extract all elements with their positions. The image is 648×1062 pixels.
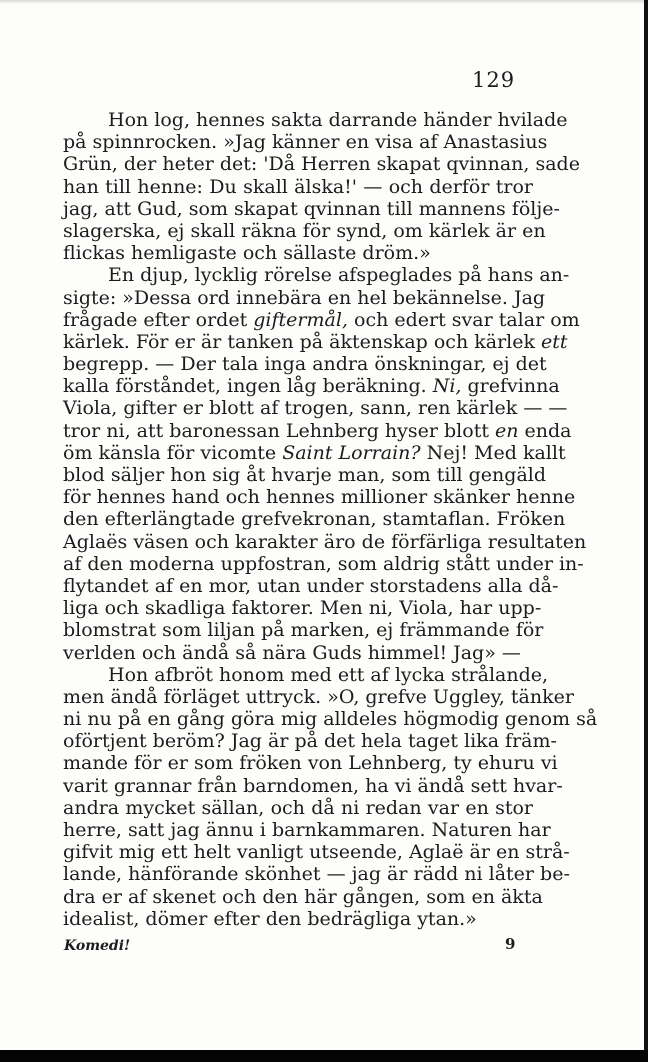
text-line: kärlek. För er är tanken på äktenskap och kärlek ett (63, 330, 568, 353)
text-line: gifvit mig ett helt vanligt utseende, Aglaë är en strå- (63, 841, 570, 864)
text-line: men ändå förläget uttryck. »O, grefve Uggley, tänker (63, 685, 574, 708)
text-line: idealist, dömer efter den bedrägliga ytan.» (63, 907, 477, 930)
text-line: Hon log, hennes sakta darrande händer hvilade (108, 109, 568, 131)
text-line: slagerska, ej skall räkna för synd, om kärlek är en (63, 219, 546, 242)
page-top-edge (0, 0, 648, 4)
text-line: Hon afbröt honom med ett af lycka strålande, (108, 663, 549, 686)
text-line: flytandet af en mor, utan under storstadens alla då- (63, 574, 559, 597)
text-line: dra er af skenet och den här gången, som en äkta (63, 885, 543, 908)
page-right-edge (644, 0, 648, 1062)
text-line: frågade efter ordet giftermål, och edert svar talar om (63, 308, 580, 331)
text-line: af den moderna uppfostran, som aldrig stått under in- (63, 552, 584, 575)
text-line: Grün, der heter det: 'Då Herren skapat qvinnan, sade (63, 153, 580, 176)
signature-mark: 9 (505, 935, 516, 953)
text-line: begrepp. — Der tala inga andra önskningar, ej det (63, 353, 547, 376)
text-line: verlden och ändå så nära Guds himmel! Jag» — (63, 641, 521, 664)
text-line: herre, satt jag ännu i barnkammaren. Naturen har (63, 819, 551, 841)
text-line: Aglaës väsen och karakter äro de förfärliga resultaten (63, 530, 587, 553)
text-line: den efterlängtade grefvekronan, stamtaflan. Fröken (63, 508, 566, 531)
text-line: kalla förståndet, ingen låg beräkning. Ni, grefvinna (63, 375, 560, 398)
text-line: blomstrat som liljan på marken, ej främmande för (63, 619, 544, 642)
text-line: blod säljer hon sig åt hvarje man, som till gengäld (63, 464, 547, 486)
text-line: liga och skadliga faktorer. Men ni, Viola, har upp- (63, 597, 542, 620)
text-line: En djup, lycklig rörelse afspeglades på hans an- (108, 264, 570, 287)
text-line: sigte: »Dessa ord innebära en hel bekännelse. Jag (63, 286, 546, 309)
text-line: flickas hemligaste och sällaste dröm.» (63, 242, 431, 265)
text-line: öm känsla för vicomte Saint Lorrain? Nej! Med kallt (63, 441, 566, 464)
page-bottom-edge (0, 1050, 648, 1062)
text-line: ni nu på en gång göra mig alldeles högmodig genom så (63, 708, 598, 731)
text-line: han till henne: Du skall älska!' — och derför tror (63, 175, 533, 198)
text-line: varit grannar från barndomen, ha vi ändå sett hvar- (63, 774, 563, 797)
text-line: mande för er som fröken von Lehnberg, ty ehuru vi (63, 752, 558, 775)
page-number: 129 (472, 68, 516, 92)
footer-title: Komedi! (64, 938, 131, 954)
text-line: tror ni, att baronessan Lehnberg hyser blott en enda (63, 419, 572, 442)
text-line: lande, hänförande skönhet — jag är rädd ni låter be- (63, 863, 570, 886)
body-text (63, 109, 598, 930)
text-line: oförtjent beröm? Jag är på det hela taget lika främ- (63, 730, 557, 753)
text-line: Viola, gifter er blott af trogen, sann, ren kärlek — — (63, 397, 568, 420)
text-line: på spinnrocken. »Jag känner en visa af Anastasius (63, 131, 548, 154)
text-line: jag, att Gud, som skapat qvinnan till mannens följe- (63, 197, 560, 220)
text-line: andra mycket sällan, och då ni redan var en stor (63, 796, 533, 819)
text-line: för hennes hand och hennes millioner skänker henne (63, 486, 576, 509)
